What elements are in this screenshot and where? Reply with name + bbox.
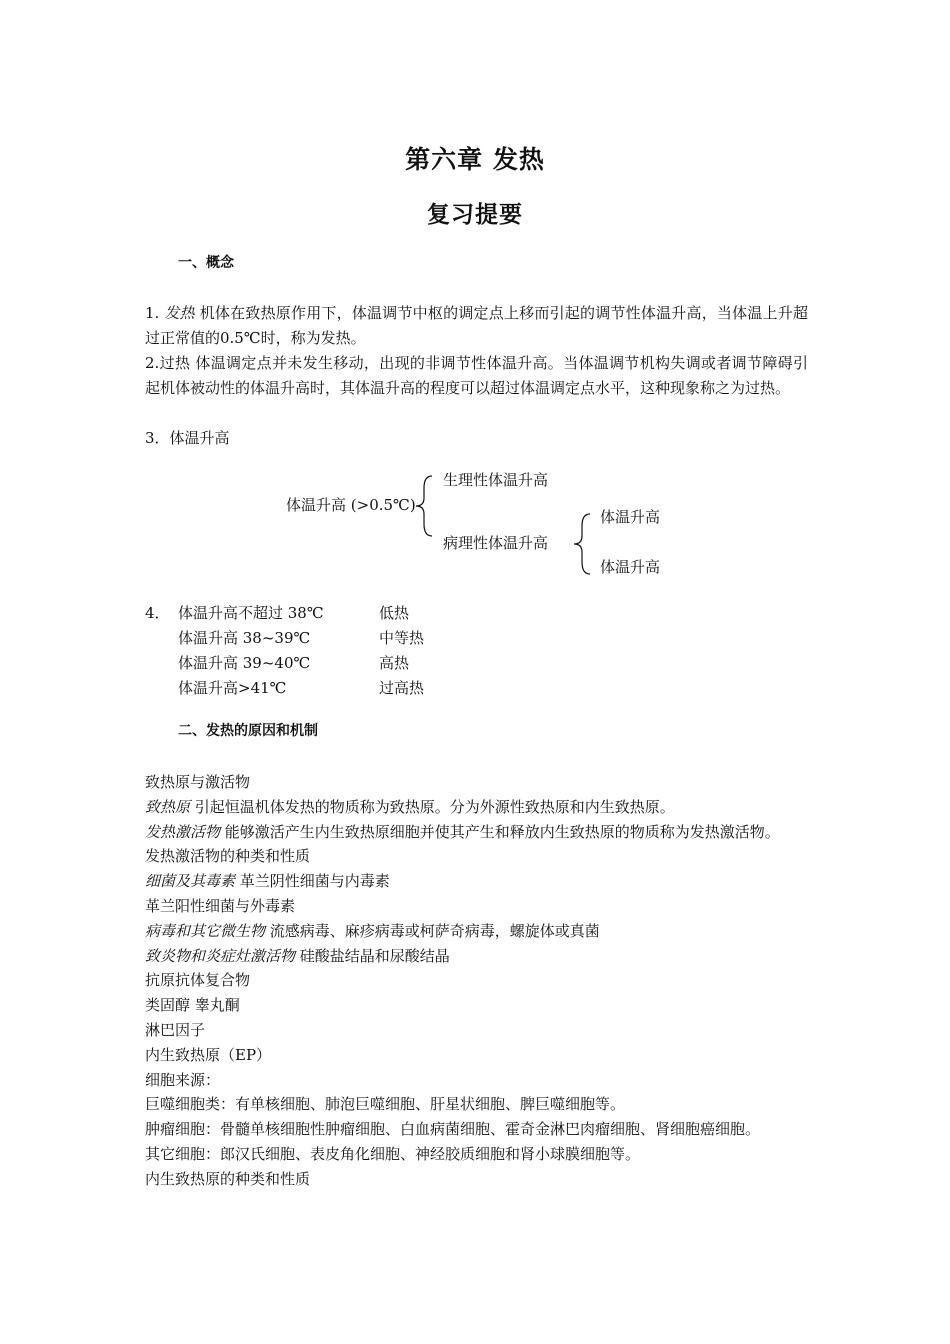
diagram-physiological-label: 生理性体温升高 bbox=[443, 471, 549, 489]
text-line: 细胞来源： bbox=[145, 1070, 221, 1089]
definition-fever: 机体在致热原作用下，体温调节中枢的调定点上移而引起的调节性体温升高，当体温上升超过正常值的0.5℃时，称为发热。 bbox=[145, 304, 808, 347]
grade-range: 体温升高>41℃ bbox=[178, 679, 287, 697]
diagram-sub-label-1: 体温升高 bbox=[600, 508, 661, 526]
text-line: 发热激活物的种类和性质 bbox=[145, 847, 311, 866]
grade-range: 体温升高不超过 38℃ bbox=[178, 604, 324, 622]
item-number: 1. bbox=[145, 304, 160, 322]
diagram-sub-label-2: 体温升高 bbox=[600, 558, 661, 576]
term: 细菌及其毒素 bbox=[145, 872, 236, 891]
item-number: 2. bbox=[145, 354, 160, 372]
text-line: 内生致热原的种类和性质 bbox=[145, 1169, 311, 1188]
term-hyperthermia: 过热 bbox=[159, 354, 191, 372]
term: 致热原 bbox=[145, 797, 191, 816]
text-line: 巨噬细胞类：有单核细胞、肺泡巨噬细胞、肝星状细胞、脾巨噬细胞等。 bbox=[145, 1095, 626, 1114]
term: 发热激活物 bbox=[145, 822, 221, 841]
section-heading-concepts: 一、概念 bbox=[178, 255, 234, 271]
grade-label: 高热 bbox=[379, 654, 410, 672]
grade-range: 体温升高 39~40℃ bbox=[178, 654, 311, 672]
grade-label: 低热 bbox=[379, 604, 410, 622]
concept-temperature-rise: 3．体温升高 bbox=[145, 429, 230, 447]
text-line: 发热激活物 能够激活产生内生致热原细胞并使其产生和释放内生致热原的物质称为发热激活物。 bbox=[145, 822, 780, 841]
text-line: 病毒和其它微生物 流感病毒、麻疹病毒或柯萨奇病毒，螺旋体或真菌 bbox=[145, 921, 600, 940]
concept-fever bbox=[145, 301, 808, 351]
causes-text-lines bbox=[145, 770, 815, 1192]
text-line: 细菌及其毒素 革兰阴性细菌与内毒素 bbox=[145, 872, 390, 891]
section-heading-causes: 二、发热的原因和机制 bbox=[178, 723, 318, 739]
text-line: 致炎物和炎症灶激活物 硅酸盐结晶和尿酸结晶 bbox=[145, 946, 450, 965]
brace-right bbox=[572, 512, 592, 576]
text-line: 抗原抗体复合物 bbox=[145, 971, 251, 990]
text-line: 淋巴因子 bbox=[145, 1020, 206, 1039]
concept-hyperthermia bbox=[145, 351, 808, 401]
grade-label: 过高热 bbox=[379, 679, 425, 697]
term-fever: 发热 bbox=[164, 304, 195, 322]
term: 致炎物和炎症灶激活物 bbox=[145, 946, 296, 965]
text-line: 肿瘤细胞：骨髓单核细胞性肿瘤细胞、白血病菌细胞、霍奇金淋巴肉瘤细胞、肾细胞癌细胞。 bbox=[145, 1120, 761, 1139]
text-line: 致热原与激活物 bbox=[145, 773, 251, 791]
text-line: 内生致热原（EP） bbox=[145, 1045, 272, 1064]
grade-range: 体温升高 38~39℃ bbox=[178, 629, 311, 647]
brace-left bbox=[414, 474, 434, 538]
chapter-title: 第六章 发热 bbox=[405, 145, 545, 174]
text-line: 类固醇 睾丸酮 bbox=[145, 996, 240, 1015]
text-line: 其它细胞：郎汉氏细胞、表皮角化细胞、神经胶质细胞和肾小球膜细胞等。 bbox=[145, 1144, 641, 1163]
section-subtitle: 复习提要 bbox=[427, 202, 523, 228]
text-line: 革兰阳性细菌与外毒素 bbox=[145, 896, 296, 915]
grade-label: 中等热 bbox=[379, 629, 425, 647]
diagram-root-label: 体温升高 (>0.5℃) bbox=[286, 496, 416, 514]
term: 病毒和其它微生物 bbox=[145, 921, 266, 940]
diagram-pathological-label: 病理性体温升高 bbox=[443, 534, 549, 552]
text-line: 致热原 引起恒温机体发热的物质称为致热原。分为外源性致热原和内生致热原。 bbox=[145, 797, 675, 816]
item-number: 4． bbox=[145, 604, 170, 622]
definition-hyperthermia: 体温调定点并未发生移动，出现的非调节性体温升高。当体温调节机构失调或者调节障碍引起机体被动性的体温升高时，其体温升高的程度可以超过体温调定点水平，这种现象称之为过热。 bbox=[145, 354, 808, 397]
